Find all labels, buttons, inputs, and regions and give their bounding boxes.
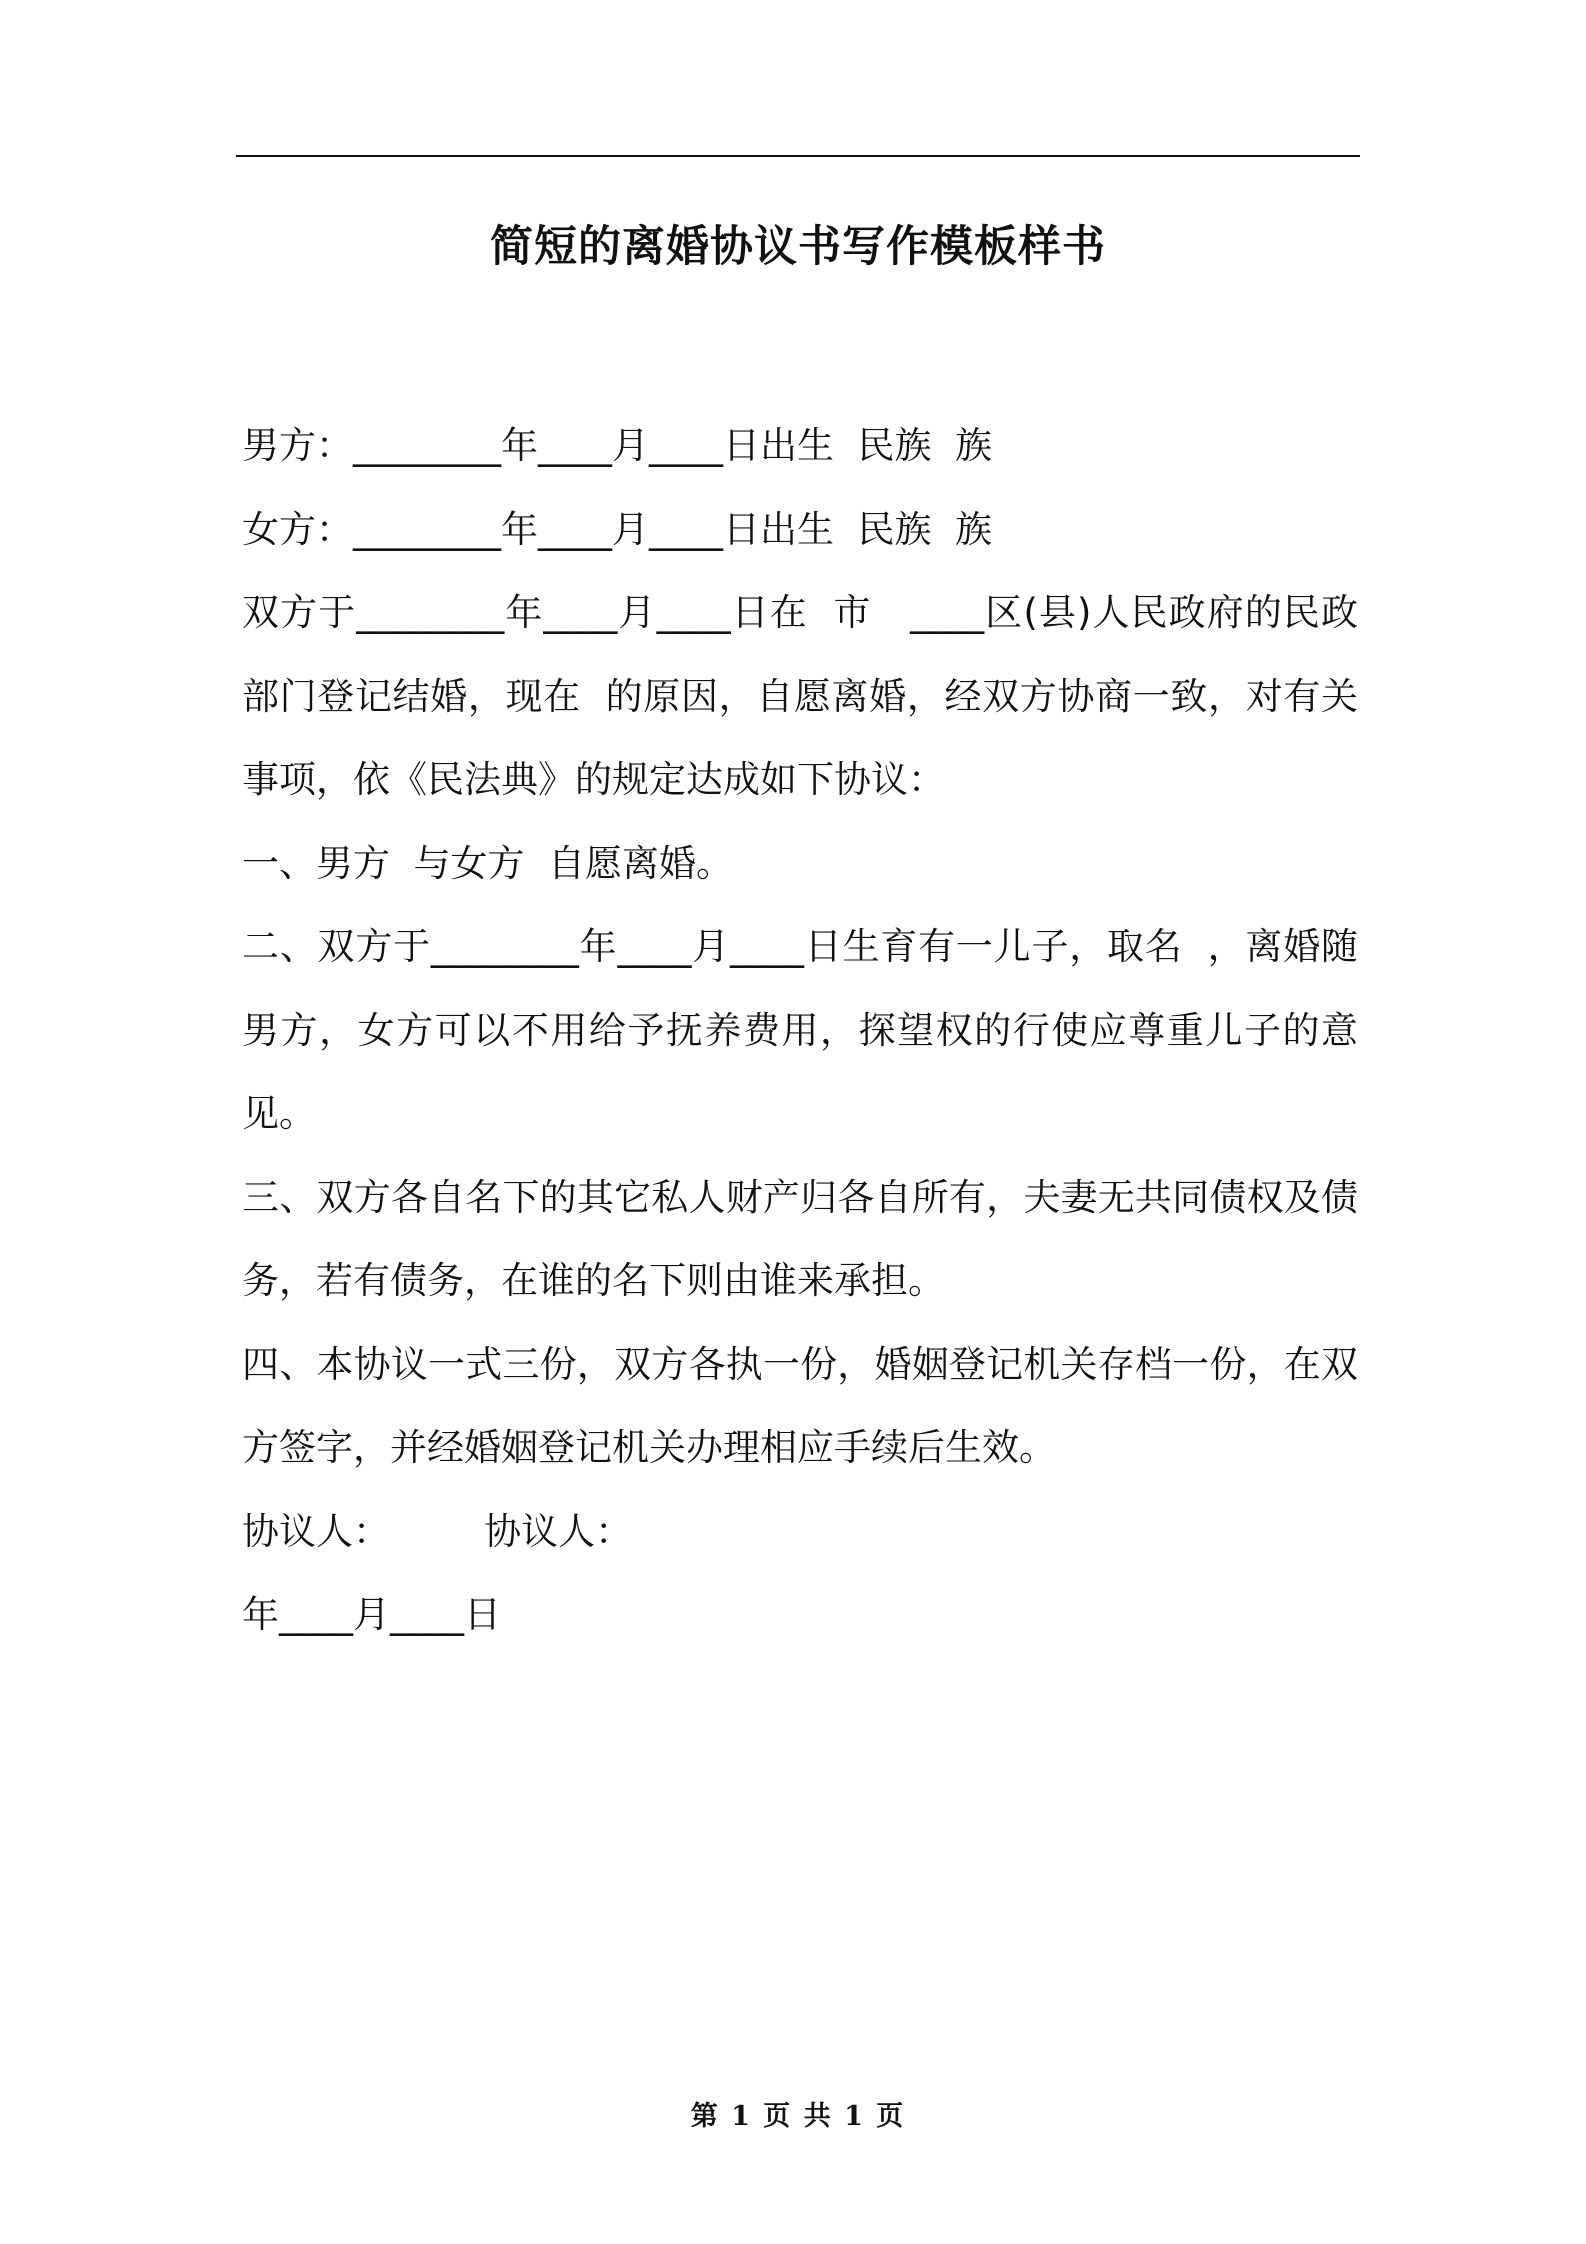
signers-line: 协议人： 协议人：: [242, 1509, 633, 1553]
clause-2: 二、双方于________年____月____日生育有一儿子，取名 ，离婚随男方，女方可以不用给予抚养费用，探望权的行使应尊重儿子的意见。: [242, 925, 1358, 1135]
male-party-line: 男方：________年____月____日出生 民族 族: [242, 424, 993, 467]
female-party-line: 女方：________年____月____日出生 民族 族: [242, 507, 993, 551]
document-title: 简短的离婚协议书写作模板样书: [490, 222, 1106, 272]
intro-paragraph: 双方于________年____月____日在 市 ____区(县)人民政府的民政部门登记结婚，现在 的原因，自愿离婚，经双方协商一致，对有关事项，依《民法典》的规定达成如下协议：: [242, 591, 1358, 801]
clause-1: 一、男方 与女方 自愿离婚。: [242, 841, 734, 885]
clause-4: 四、本协议一式三份，双方各执一份，婚姻登记机关存档一份，在双方签字，并经婚姻登记机关办理相应手续后生效。: [242, 1342, 1358, 1469]
header-rule: [236, 155, 1360, 157]
page-footer: 第 1 页 共 1 页: [690, 2101, 906, 2132]
date-line: 年____月____日: [242, 1593, 501, 1636]
document-body: [242, 404, 1358, 1657]
clause-3: 三、双方各自名下的其它私人财产归各自所有，夫妻无共同债权及债务，若有债务，在谁的名下则由谁来承担。: [242, 1175, 1358, 1302]
